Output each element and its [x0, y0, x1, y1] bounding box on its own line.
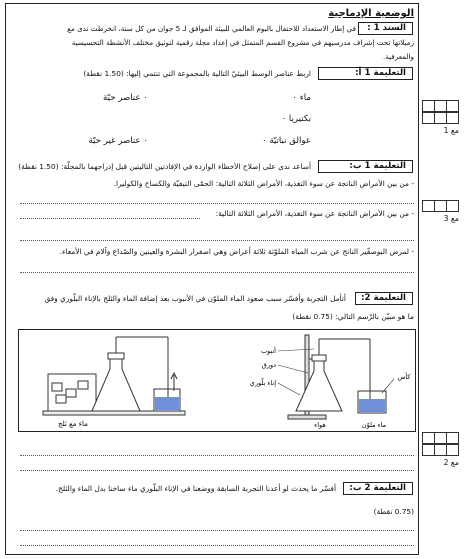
- flask-label: دورق: [261, 361, 276, 369]
- score-box[interactable]: [446, 444, 459, 456]
- answer-line[interactable]: [20, 272, 414, 273]
- criterion-3: [423, 200, 459, 225]
- task1b-label: التعليمة 1 ب:: [349, 161, 406, 171]
- item-plankton: عوالق نباتيّة ٠: [261, 136, 311, 146]
- task2b-text: أفسّر ما يحدث لو أعدنا التجربة السابقة ووضعنا في الإناء البلّوري ماء ساخنا بدل الماء والثلج.: [55, 484, 336, 493]
- task1b-text: أساعد ندى على إصلاح الأخطاء الواردة في الإفادتين التاليتين قبل إدراجهما بالمجلّة: (1.50 نقطة): [18, 162, 311, 171]
- score-box[interactable]: [446, 432, 459, 444]
- glass-container-label: إناء بلّوري: [249, 379, 276, 387]
- criterion-label: مع 2: [443, 458, 459, 467]
- context-line-1: في إطار الاستعداد للاحتفال باليوم العالمي للبيئة الموافق لـ 5 جوان من كل سنة، انخرطت ندى مع: [67, 24, 356, 33]
- statement-2: - من بين الأمراض الناتجة عن سوء التغذية، الأمراض الثلاثة التالية:: [215, 209, 414, 218]
- group-nonliving: ٠ عناصر غير حيّة: [88, 136, 148, 146]
- statement-1: - من بين الأمراض الناتجة عن سوء التغذية، الأمراض الثلاثة التالية: الحمّى التيفيّة والكساح والكوليرا.: [113, 179, 414, 188]
- cup-label: كأس: [397, 373, 411, 381]
- answer-line[interactable]: [20, 545, 414, 546]
- exam-frame: [5, 3, 419, 555]
- criterion-2: [423, 432, 459, 469]
- task2b-label: التعليمة 2 ب:: [349, 483, 406, 493]
- context-label: السند 1 :: [367, 23, 406, 33]
- answer-line[interactable]: [20, 530, 414, 531]
- answer-line[interactable]: [20, 240, 414, 241]
- answer-line[interactable]: [20, 218, 200, 219]
- criterion-label: مع 3: [443, 214, 459, 223]
- answer-line[interactable]: [20, 455, 414, 456]
- task2-label: التعليمة 2:: [361, 293, 406, 303]
- score-box[interactable]: [446, 200, 459, 212]
- answer-line[interactable]: [20, 203, 414, 204]
- statement-3: - لمرض البوصفّير الناتج عن شرب المياه الملوّثة ثلاثة أعراض وهي اصفرار البشرة والعينين والصّداع وآلام في الأمعاء.: [59, 247, 414, 256]
- score-box[interactable]: [446, 100, 459, 112]
- criterion-label: مع 1: [443, 126, 459, 135]
- air-label: هواء: [314, 421, 326, 429]
- score-boxes: [423, 444, 459, 456]
- experiment-diagram: [18, 329, 416, 432]
- answer-line[interactable]: [20, 470, 414, 471]
- group-living: ٠ عناصر حيّة: [103, 93, 148, 103]
- task2-text-2: ما هو مبيّن بالرّسم التالي: (0.75 نقطة): [292, 312, 414, 321]
- context-line-2: زميلاتها تحت إشراف مدرسيهم في مشروع القسم المتمثل في إعداد مجلة رقمية لتوثيق مختلف الأنشطة التحسيسية: [71, 38, 414, 47]
- score-box[interactable]: [446, 112, 459, 124]
- task2-text-1: أتأمل التجربة وأفسّر سبب صعود الماء الملوّن في الأنبوب بعد إضافة الماء والثلج بالإناء البلّوري وفق: [44, 294, 346, 303]
- task1a-label: التعليمة 1 أ:: [355, 68, 406, 78]
- score-boxes: [423, 100, 459, 112]
- context-line-3: والمعرفية.: [383, 52, 414, 61]
- score-boxes: [423, 432, 459, 444]
- score-boxes: [423, 112, 459, 124]
- item-bacteria: بكتيريا ٠: [281, 114, 311, 124]
- page-title: الوضعية الإدماجية: [328, 8, 414, 19]
- tube-label: أنبوب: [260, 347, 276, 355]
- task2b-points: (0.75 نقطة): [373, 507, 414, 516]
- score-boxes: [423, 200, 459, 212]
- colored-water-label: ماء ملوّن: [361, 421, 387, 429]
- ice-water-label: ماء مع ثلج: [58, 420, 88, 428]
- task1a-text: اربط عناصر الوسط البيئيّ التالية بالمجموعة التي تنتمي إليها: (1.50 نقطة): [83, 69, 311, 78]
- item-water: ماء ٠: [292, 93, 311, 103]
- criterion-1: [423, 100, 459, 137]
